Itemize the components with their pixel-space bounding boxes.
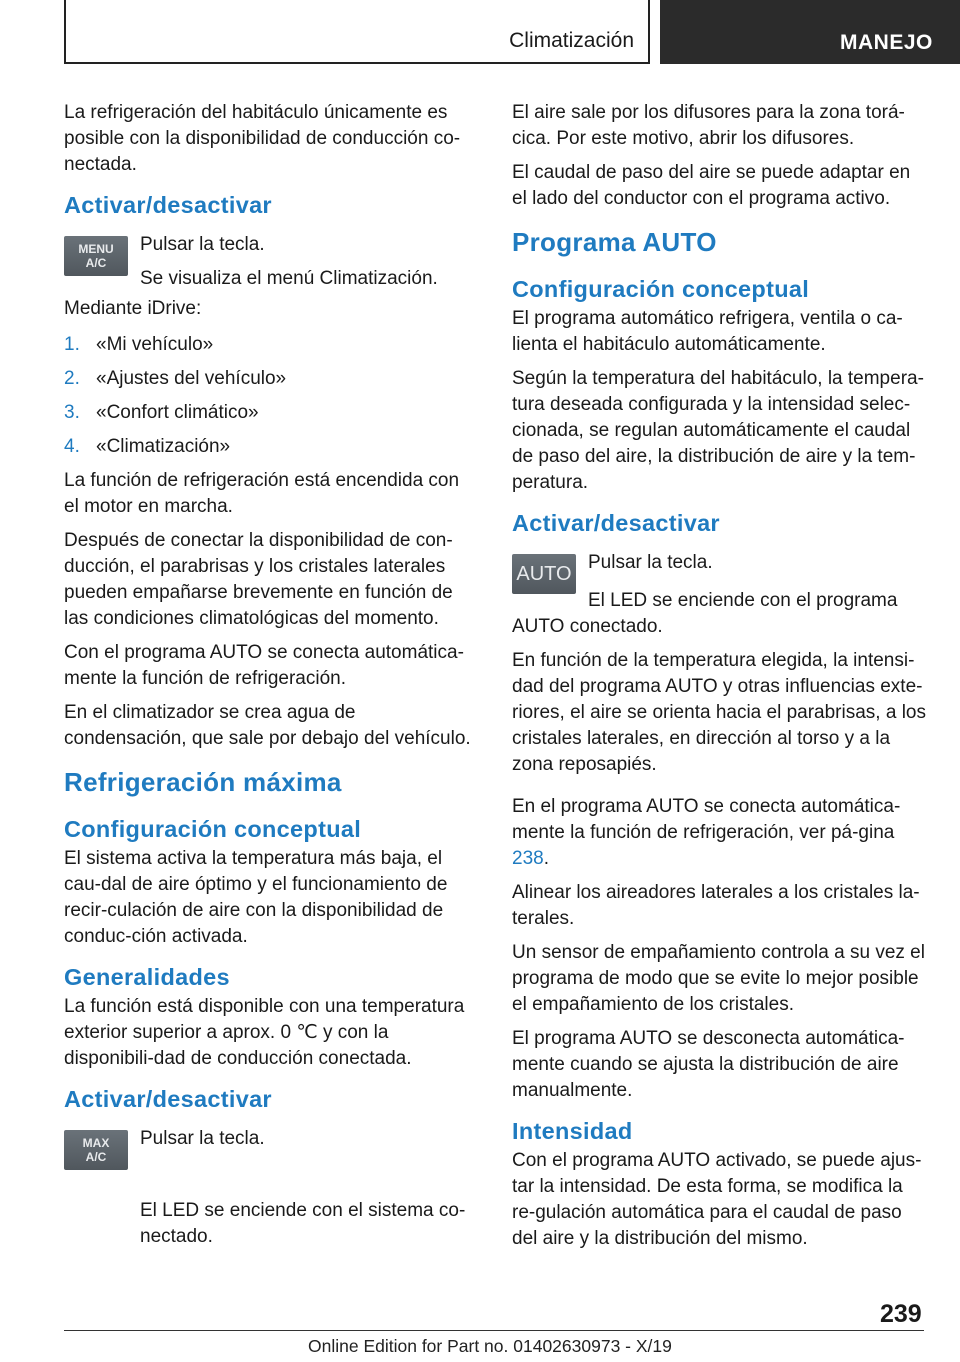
menu-ac-key-block	[64, 232, 478, 296]
press-key-text: Pulsar la tecla.	[140, 234, 265, 255]
auto-function-paragraph: En función de la temperatura elegida, la intensi-dad del programa AUTO y otras influencias exte-riores, el aire se orienta hacia el parabrisas, a los cristales laterales, en dirección al torso y a la zona reposapiés.	[512, 650, 926, 775]
step-item: 3. «Confort climático»	[64, 402, 259, 423]
led-auto-text: El LED se enciende con el programa AUTO conectado.	[512, 590, 898, 637]
step-item: 4. «Climatización»	[64, 436, 231, 457]
header-section-title: Climatización	[509, 29, 634, 52]
air-paragraph: El aire sale por los difusores para la zona torá-cica. Por este motivo, abrir los difusores.	[512, 102, 905, 149]
idrive-text: Mediante iDrive:	[64, 298, 202, 319]
menu-shown-text: Se visualiza el menú Climatización.	[140, 268, 438, 289]
header-chapter-tab	[660, 0, 960, 64]
menu-ac-key-icon: MENU A/C	[64, 236, 128, 276]
concept-paragraph: El sistema activa la temperatura más baja, el cau-dal de aire óptimo y el funcionamiento de recir-culación de aire con la disponibilidad de conduc-ción activada.	[64, 848, 448, 947]
heading-refrigeracion-maxima: Refrigeración máxima	[64, 767, 342, 797]
max-ac-key-block	[64, 1126, 478, 1190]
auto-paragraph: Con el programa AUTO se conecta automática-mente la función de refrigeración.	[64, 642, 464, 689]
heading-programa-auto: Programa AUTO	[512, 227, 717, 257]
footer-divider	[64, 1330, 924, 1331]
heading-activar-desactivar: Activar/desactivar	[64, 192, 272, 218]
idrive-steps	[64, 332, 478, 460]
fogging-paragraph: Después de conectar la disponibilidad de con-ducción, el parabrisas y los cristales laterales pueden empañarse brevemente en función de las condiciones climatológicas del momento.	[64, 530, 453, 629]
heading-intensidad: Intensidad	[512, 1118, 633, 1144]
intro-paragraph: La refrigeración del habitáculo únicamente es posible con la disponibilidad de conducción co-nectada.	[64, 102, 461, 175]
page-number: 239	[880, 1300, 922, 1328]
led-max-text: El LED se enciende con el sistema co-nectado.	[140, 1200, 466, 1247]
auto-key-icon: AUTO	[512, 554, 576, 594]
press-key-text: Pulsar la tecla.	[140, 1128, 265, 1149]
header-section-tab	[64, 0, 650, 64]
right-column	[512, 100, 926, 1260]
page-reference-link[interactable]: 238	[512, 848, 544, 869]
header-chapter-title: MANEJO	[840, 31, 933, 54]
press-key-text: Pulsar la tecla.	[588, 552, 713, 573]
heading-configuracion-conceptual-auto: Configuración conceptual	[512, 276, 810, 302]
step-item: 2. «Ajustes del vehículo»	[64, 368, 287, 389]
auto-concept-paragraph-2: Según la temperatura del habitáculo, la tempera-tura deseada configurada y la intensidad selec-cionada, se regulan automáticamente el caudal de paso del aire, la distribución de aire y la tem-peratura.	[512, 368, 924, 493]
intensity-paragraph: Con el programa AUTO activado, se puede ajus-tar la intensidad. De esta forma, se modifica la re-gulación automática para el caudal de paso del aire y la distribución del mismo.	[512, 1150, 922, 1249]
function-paragraph: La función de refrigeración está encendida con el motor en marcha.	[64, 470, 460, 517]
auto-key-block	[512, 550, 926, 614]
max-ac-key-icon: MAX A/C	[64, 1130, 128, 1170]
align-paragraph: Alinear los aireadores laterales a los cristales la-terales.	[512, 882, 920, 929]
sensor-paragraph: Un sensor de empañamiento controla a su vez el programa de modo que se evite lo mejor posible el empañamiento de los cristales.	[512, 942, 925, 1015]
left-column	[64, 100, 478, 1190]
heading-generalidades: Generalidades	[64, 964, 230, 990]
footer-edition: Online Edition for Part no. 01402630973 - X/19	[308, 1336, 672, 1356]
heading-activar-desactivar-auto: Activar/desactivar	[512, 510, 720, 536]
led-max-text-block	[64, 1198, 478, 1250]
auto-off-paragraph: El programa AUTO se desconecta automática-mente cuando se ajusta la distribución de aire manualmente.	[512, 1028, 905, 1101]
condensation-paragraph: En el climatizador se crea agua de condensación, que sale por debajo del vehículo.	[64, 702, 471, 749]
auto-cooling-paragraph: En el programa AUTO se conecta automática-mente la función de refrigeración, ver pá-gina 238.	[512, 796, 901, 869]
heading-configuracion-conceptual: Configuración conceptual	[64, 816, 362, 842]
step-item: 1. «Mi vehículo»	[64, 334, 214, 355]
auto-concept-paragraph-1: El programa automático refrigera, ventila o ca-lienta el habitáculo automáticamente.	[512, 308, 903, 355]
heading-activar-desactivar-max: Activar/desactivar	[64, 1086, 272, 1112]
flow-paragraph: El caudal de paso del aire se puede adaptar en el lado del conductor con el programa activo.	[512, 162, 911, 209]
general-paragraph: La función está disponible con una temperatura exterior superior a aprox. 0 ℃ y con la disponibili-dad de conducción conectada.	[64, 996, 465, 1069]
